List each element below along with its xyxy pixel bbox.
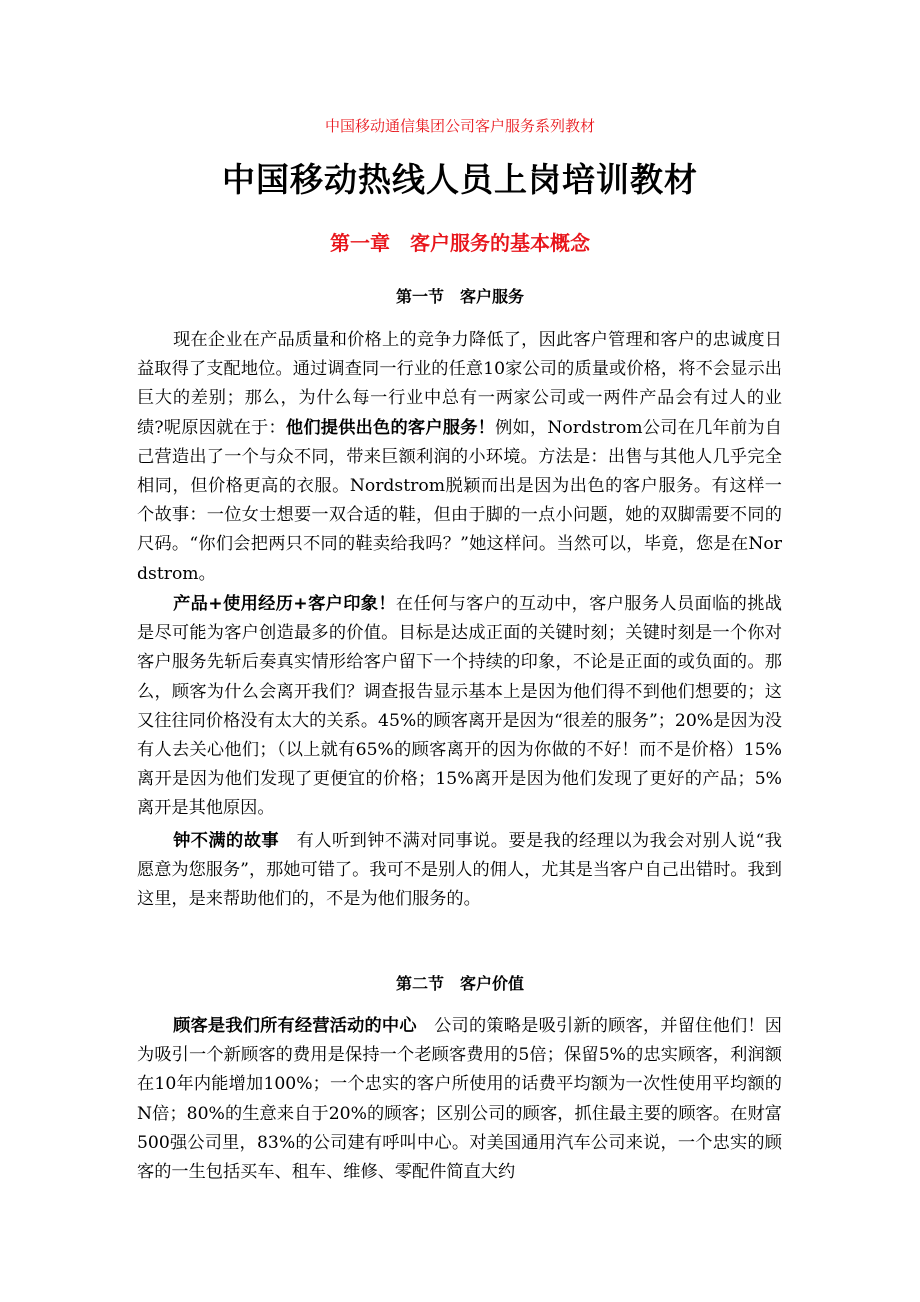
section-title-customer-value: 第二节 客户价值	[395, 974, 524, 993]
document-title: 中国移动热线人员上岗培训教材	[222, 160, 698, 199]
paragraph-text: 例如，Nordstrom公司在几年前为自己营造出了一个与众不同，带来巨额利润的小环境。方法是：出售与其他人几乎完全相同，但价格更高的衣服。Nordstrom脱颖而出是因为出色的客户服务。有这样一个故事：一位女士想要一双合适的鞋，但由于脚的一点小问题，她的双脚需要不同的尺码。“你们会把两只不同的鞋卖给我吗？”她这样问。当然可以，毕竟，您是在Nordstrom。	[137, 417, 782, 584]
chapter-title: 第一章 客户服务的基本概念	[330, 231, 590, 255]
paragraph-lead: 产品+使用经历+客户印象！	[173, 594, 396, 614]
paragraph-customer-center	[137, 1012, 782, 1187]
paragraph-text: 现在企业在产品质量和价格上的竞争力降低了，因此客户管理和客户的忠诚度日益取得了支配地位。通过调查同一行业的任意10家公司的质量或价格，将不会显示出巨大的差别；那么，为什么每一行业中总有一两家公司或一两件产品会有过人的业绩?呢原因就在于：	[137, 330, 782, 438]
series-header: 中国移动通信集团公司客户服务系列教材	[324, 117, 595, 135]
paragraph-story	[137, 827, 782, 915]
paragraph-lead: 钟不满的故事	[173, 831, 280, 851]
paragraph-lead: 顾客是我们所有经营活动的中心	[173, 1016, 417, 1036]
paragraph-text: 在任何与客户的互动中，客户服务人员面临的挑战是尽可能为客户创造最多的价值。目标是达成正面的关键时刻；关键时刻是一个你对客户服务先斩后奏真实情形给客户留下一个持续的印象，不论是正面的或负面的。那么，顾客为什么会离开我们？调查报告显示基本上是因为他们得不到他们想要的；这又往往同价格没有太大的关系。45%的顾客离开是因为“很差的服务”；20%是因为没有人去关心他们；（以上就有65%的顾客离开的因为你做的不好！而不是价格）15%离开是因为他们发现了更便宜的价格；15%离开是因为他们发现了更好的产品；5%离开是其他原因。	[137, 594, 782, 819]
paragraph-text: 公司的策略是吸引新的顾客，并留住他们！因为吸引一个新顾客的费用是保持一个老顾客费用的5倍；保留5%的忠实顾客，利润额在10年内能增加100%；一个忠实的客户所使用的话费平均额为一次性使用平均额的N倍；80%的生意来自于20%的顾客；区别公司的顾客，抓住最主要的顾客。在财富500强公司里，83%的公司建有呼叫中心。对美国通用汽车公司来说，一个忠实的顾客的一生包括买车、租车、维修、零配件简直大约	[137, 1016, 782, 1183]
paragraph-text: 有人听到钟不满对同事说。要是我的经理以为我会对别人说“我愿意为您服务”，那她可错了。我可不是别人的佣人，尤其是当客户自己出错时。我到这里，是来帮助他们的，不是为他们服务的。	[137, 831, 782, 910]
paragraph-intro	[137, 326, 782, 589]
emphasis-text: 他们提供出色的客户服务！	[285, 417, 496, 438]
paragraph-product-experience	[137, 590, 782, 824]
section-title-customer-service: 第一节 客户服务	[395, 287, 524, 306]
